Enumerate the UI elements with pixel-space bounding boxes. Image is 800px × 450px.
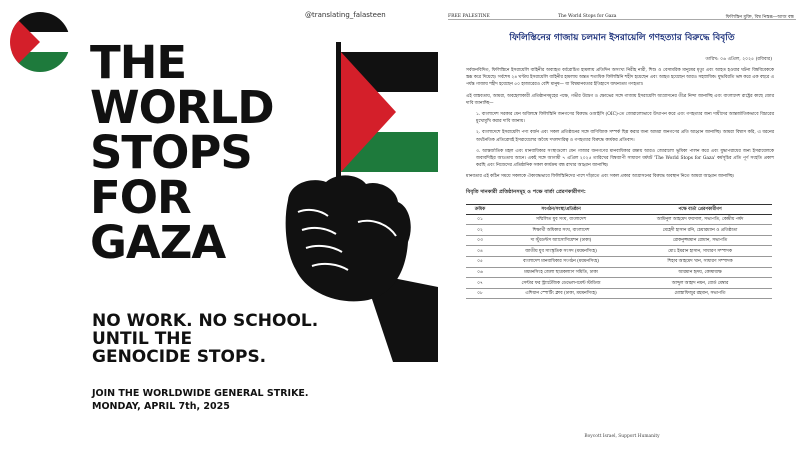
poster-slogan: [92, 312, 318, 366]
paragraph-closing: মানবতার এই কঠিন সময়ে সকলকে ঐক্যবদ্ধভাবে ফিলিস্তিনিদের পাশে দাঁড়াতে এবং সকল প্রকার আগ্রাসনের বিরুদ্ধে অবস্থান নিতে আমরা আহ্বান জানাচ্ছি।: [466, 174, 735, 180]
table-row: [466, 235, 772, 246]
organization-cell: এশিয়ান স্পোর্টিং ক্লাব (ঢাকা, ময়মনসিংহ): [494, 288, 628, 299]
serial-cell: ০৭: [466, 278, 494, 289]
representative-cell: মোস্তাফিজুর রহমান, সভাপতি: [628, 288, 772, 299]
organization-cell: সেন্টার ফর স্ট্র্যাটেজিক ডেভেলপমেন্ট স্টাডিজ: [494, 278, 628, 289]
representative-cell: মোঃ ইমরান হাসান, সাধারণ সম্পাদক: [628, 246, 772, 257]
slogan-line-1: NO WORK. NO SCHOOL.: [92, 311, 319, 331]
representative-cell: আরমান হৃদয়, কোষাধ্যক্ষ: [628, 267, 772, 278]
signatories-heading: বিবৃতি দানকারী প্রতিষ্ঠানসমূহ ও পক্ষে বার্তা প্রেরণকারীগণ:: [466, 188, 586, 195]
representative-cell: আব্দুল আহাদ নয়ন, বোর্ড মেম্বার: [628, 278, 772, 289]
signatories-table: [466, 204, 772, 300]
organization-cell: ময়মনসিংহ জেলা ছাত্রকল্যাণ সমিতি, ঢাকা: [494, 267, 628, 278]
palestine-flag-circle-icon: [10, 12, 70, 72]
slogan-line-3: GENOCIDE STOPS.: [92, 347, 267, 367]
statement-document: [448, 6, 796, 446]
palestine-flag-badge: [10, 12, 70, 72]
serial-cell: ০৪: [466, 246, 494, 257]
table-row: [466, 246, 772, 257]
serial-cell: ০৩: [466, 235, 494, 246]
paragraph-intro: সর্বজনবিদিত, ফিলিস্তিনে ইসরায়েলি বাহিনীর অব্যাহত বর্বরোচিত হামলায় প্রতিদিন অসংখ্য নিরীহ নারী, শিশু ও বেসামরিক মানুষের মৃত্যু এবং আহত হওয়ার ঘটনা বিশ্ববিবেককে স্তব্ধ করে দিয়েছে। সর্বশেষ ২৪ ঘণ্টায় ইসরায়েলি বাহিনীর হামলায় অন্তত শতাধিক ফিলিস্তিনি শহীদ হয়েছেন এবং আহত হয়েছেন আরও সহস্রাধিক। যুদ্ধবিরতি ভঙ্গ করে এক বছরে এ পর্যন্ত গাজায় শহীদ হয়েছেন ৫০ হাজারেরও বেশি মানুষ— যা বিশ্বমানবতার ইতিহাসে জঘন্যতম গণহত্যা।: [466, 68, 774, 88]
organization-cell: জাতীয় যুব সাংস্কৃতিক সংসদ (ময়মনসিংহ): [494, 246, 628, 257]
headline-line-5: GAZA: [90, 216, 226, 269]
headline-line-1: THE: [90, 36, 187, 89]
table-row: [466, 214, 772, 225]
headline-line-2: WORLD: [90, 81, 274, 134]
organization-cell: দ্য স্টুডেন্টস অ্যাসোসিয়েশন (ঢাকা): [494, 235, 628, 246]
cta-line-1: JOIN THE WORLDWIDE GENERAL STRIKE.: [92, 388, 309, 399]
table-row: [466, 225, 772, 236]
paragraph-point-3: ৩. আন্তর্জাতিক মহল এবং মানবাধিকার সংস্থাগুলো যেন গাজার জনগণের মানবাধিকার রক্ষায় আরও জোরালো ভূমিকা পালন করে এবং যুদ্ধাপরাধের জন্য ইসরায়েলকে জবাবদিহির আওতায় আনে। একই সঙ্গে আগামী ৭ এপ্রিল ২০২৫ তারিখের বিশ্বব্যাপী সাধারণ ধর্মঘট 'The World Stops for Gaza' কর্মসূচির প্রতি পূর্ণ সংহতি প্রকাশ করছি এবং নিজেদের প্রতিষ্ঠানিক সকল কার্যক্রম বন্ধ রাখার আহ্বান জানাচ্ছি।: [476, 148, 774, 169]
poster-credit: @translating_falasteen: [305, 11, 386, 19]
paragraph-point-2: ২. বাংলাদেশে ইসরায়েলি পণ্য বর্জন এবং সকল প্রতিষ্ঠানের সঙ্গে বাণিজ্যিক সম্পর্ক ছিন্ন করার জন্য আমরা জনগণের প্রতি আহ্বান জানাচ্ছি। আমরা বিশ্বাস করি, এ ধরনের অর্থনৈতিক প্রতিরোধই ইসরায়েলের অবৈধ দখলদারিত্ব ও গণহত্যার বিরুদ্ধে কার্যকর প্রতিবাদ।: [476, 130, 774, 143]
document-header: [448, 6, 796, 20]
document-body: [448, 67, 796, 181]
header-right: ফিলিস্তিন মুক্তি, বিশ্ব নিস্তব্ধ—আজ বন্ধ: [725, 15, 794, 20]
representative-cell: রোকনুজ্জামান রোমান, সভাপতি: [628, 235, 772, 246]
column-header-organization: সংগঠন/সংস্থা/প্রতিষ্ঠান: [494, 204, 628, 214]
cta-line-2: MONDAY, APRIL 7th, 2025: [92, 401, 230, 412]
serial-cell: ০৮: [466, 288, 494, 299]
column-header-representative: পক্ষে বার্তা প্রেরণকারীগণ: [628, 204, 772, 214]
poster-call-to-action: [92, 387, 309, 413]
representative-cell: শিহাব আহমেদ খান, সাধারণ সম্পাদক: [628, 257, 772, 268]
document-footer: Boycott Israel, Support Humanity: [584, 434, 660, 439]
organization-cell: শিক্ষার্থী অধিকার সংঘ, বাংলাদেশ: [494, 225, 628, 236]
organization-cell: বাংলাদেশ মানবাধিকার সংগঠন (ময়মনসিংহ): [494, 257, 628, 268]
document-date: তারিখ: ০৬ এপ্রিল, ২০২৫ (রবিবার): [705, 57, 772, 62]
serial-cell: ০৫: [466, 257, 494, 268]
representative-cell: মেহেদী হাসান রনি, চেয়ারম্যান ও প্রতিষ্ঠাতা: [628, 225, 772, 236]
organization-cell: সম্মিলিত যুব সংঘ, বাংলাদেশ: [494, 214, 628, 225]
document-title: ফিলিস্তিনের গাজায় চলমান ইসরায়েলি গণহত্যার বিরুদ্ধে বিবৃতি: [509, 33, 735, 43]
serial-cell: ০১: [466, 214, 494, 225]
paragraph-demand: এই বাস্তবতায়, আমরা, অবহেলাকারী প্রতিষ্ঠানসমূহের পক্ষে, গভীর উদ্বেগ ও ক্ষোভের সঙ্গে গাজায় ইসরায়েলি আগ্রাসনের তীব্র নিন্দা জানাচ্ছি এবং বাংলাদেশ রাষ্ট্রের কাছে জোর দাবি জানাচ্ছি—: [466, 93, 774, 106]
table-row: [466, 278, 772, 289]
representative-cell: আমিনুল আহমেদ ফয়সাল, সভাপতি, কেন্দ্রীয় পর্ষদ: [628, 214, 772, 225]
headline-line-3: STOPS: [90, 126, 252, 179]
headline-line-4: FOR: [90, 171, 191, 224]
table-row: [466, 257, 772, 268]
serial-cell: ০২: [466, 225, 494, 236]
header-left: FREE PALESTINE: [448, 14, 490, 19]
paragraph-point-1: ১. বাংলাদেশ সরকার যেন অবিলম্বে ফিলিস্তিনি জনগণের বিরুদ্ধে ওআইসি (OIC)-তে জোরালোভাবে উত্থাপন করে এবং গণহত্যার জন্য দায়ীদের আন্তর্জাতিকভাবে বিচারের মুখোমুখি করার দাবি জানায়।: [476, 112, 774, 125]
table-row: [466, 288, 772, 299]
slogan-line-2: UNTIL THE: [92, 329, 193, 349]
raised-fist-icon: [286, 175, 411, 301]
header-center: The World Stops for Gaza: [558, 14, 617, 19]
table-header-row: [466, 204, 772, 214]
column-header-serial: ক্রমিক: [466, 204, 494, 214]
table-row: [466, 267, 772, 278]
palestine-flag-icon: [341, 52, 438, 172]
serial-cell: ০৬: [466, 267, 494, 278]
